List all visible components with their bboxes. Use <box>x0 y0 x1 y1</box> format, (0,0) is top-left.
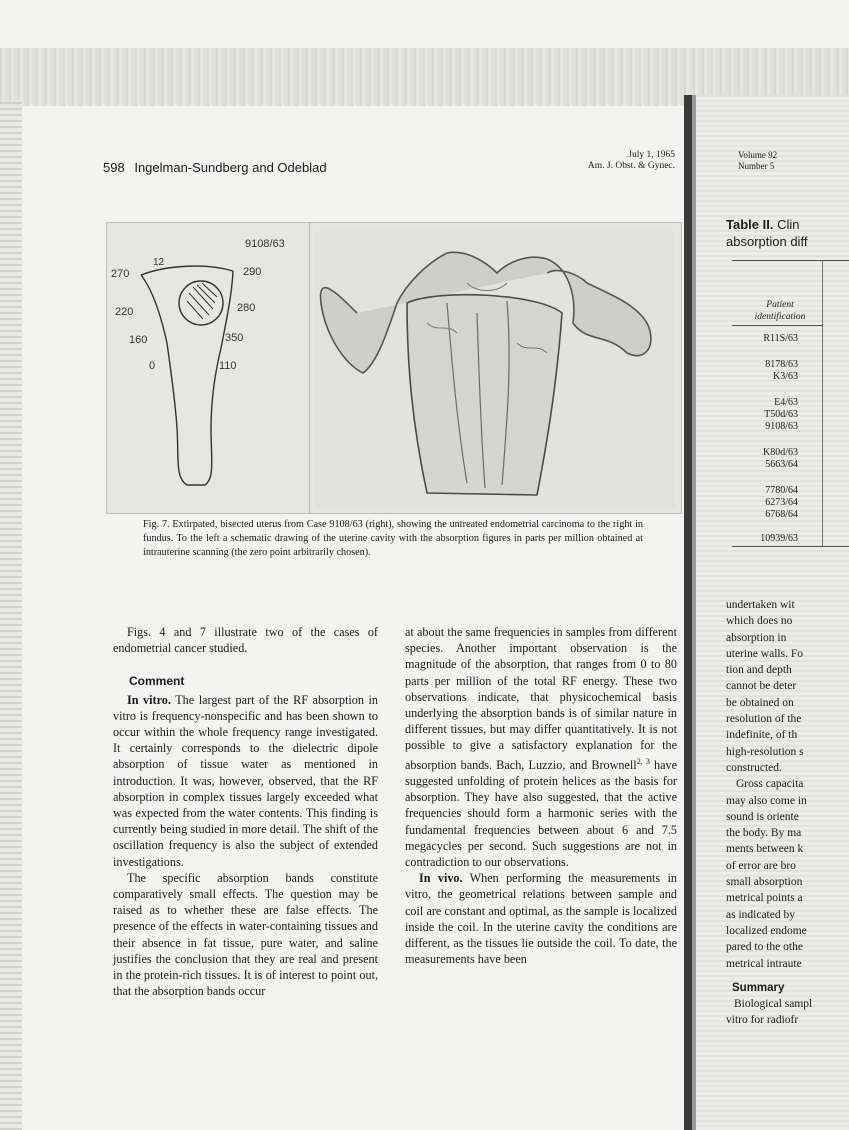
facing-line: which does no <box>726 615 793 628</box>
facing-line: ments between k <box>726 843 804 856</box>
table-row: 8178/63 <box>765 359 798 370</box>
facing-line: be obtained on <box>726 696 794 709</box>
paragraph-frequencies <box>405 624 677 870</box>
table-row: 9108/63 <box>765 421 798 432</box>
facing-line: resolution of the <box>726 713 802 726</box>
drawing-label-290: 290 <box>243 266 262 278</box>
drawing-label-0: 0 <box>149 360 156 372</box>
figure-7 <box>106 222 682 514</box>
table-row: 5663/64 <box>765 459 798 470</box>
facing-line: absorption in <box>726 631 787 644</box>
facing-line: indefinite, of th <box>726 729 798 742</box>
facing-body-text <box>726 598 812 1030</box>
table-row: 6768/64 <box>765 509 798 520</box>
uterus-photograph <box>315 231 675 507</box>
facing-line: tion and depth <box>726 664 792 677</box>
table-row: K80d/63 <box>763 447 798 458</box>
facing-line: localized endome <box>726 924 807 937</box>
facing-line: of error are bro <box>726 859 796 872</box>
page-number: 598 <box>103 160 125 175</box>
schematic-drawing <box>141 266 233 485</box>
facing-line: may also come in <box>726 794 807 807</box>
paragraph-in-vivo <box>405 870 677 967</box>
drawing-label-220: 220 <box>115 306 134 318</box>
paragraph-figs: Figs. 4 and 7 illustrate two of the cases of endometrial cancer studied. <box>113 625 378 656</box>
right-column <box>405 624 677 967</box>
volume-label: Volume 92 <box>738 150 778 160</box>
facing-table <box>732 260 849 547</box>
facing-line: metrical points a <box>726 892 803 905</box>
table-row: 6273/64 <box>765 497 798 508</box>
uterus-body-shape <box>407 295 562 495</box>
text-in-vitro: The largest part of the RF absorption in vitro is frequency-nonspecific and has been shown to occur within the whole frequency range investigated. It certainly corresponds to the dielectric dipole absorption of tissue water as mentioned in introduction. It was, however, observed, that the RF absorption in complex tissues largely exceeded what was expected from the water contents. This finding is currently being studied in more detail. The shift of the oscillation frequency is also the subject of extended investigations. <box>113 692 378 869</box>
facing-line: small absorption <box>726 876 803 889</box>
cavity-outline <box>141 271 233 485</box>
table-column-rule <box>822 261 823 546</box>
citation-2-3: 2, 3 <box>636 756 650 766</box>
paragraph-in-vitro <box>113 692 378 870</box>
figure-caption: Fig. 7. Extirpated, bisected uterus from Case 9108/63 (right), showing the untreated endometrial carcinoma to the right in fundus. To the left a schematic drawing of the uterine cavity with the absorption figures in parts per million obtained at intrauterine scanning (the zero point arbitrarily chosen). <box>143 519 643 558</box>
table-row: K3/63 <box>773 371 798 382</box>
drawing-label-270: 270 <box>111 268 130 280</box>
tumor-outline <box>179 281 223 325</box>
drawing-label-160: 160 <box>129 334 148 346</box>
figure-7-image <box>107 223 681 513</box>
text-in-vivo: When performing the measurements in vitro, the geometrical relations between sample and coil are constant and optimal, as the sample is localized inside the coil. In the uterine cavity the conditions are different, as the tissues lie outside the coil. To date, the measurements have been <box>405 871 677 967</box>
drawing-label-9108: 9108/63 <box>245 238 285 250</box>
table-title: Table II. <box>726 217 774 232</box>
col-header-patient: Patient <box>766 300 794 310</box>
table-title-cont: Clin <box>777 217 800 232</box>
table-subtitle: absorption diff <box>726 234 808 249</box>
facing-volume-info <box>738 150 777 172</box>
facing-summary-heading: Summary <box>732 981 785 994</box>
col-header-identification: identification <box>754 312 806 322</box>
facing-line: undertaken wit <box>726 599 795 611</box>
table-header-rule <box>732 325 822 326</box>
left-column <box>113 624 378 999</box>
facing-line: cannot be deter <box>726 680 797 693</box>
facing-line: constructed. <box>726 761 782 774</box>
facing-line: high-resolution s <box>726 745 804 758</box>
journal-name: Am. J. Obst. & Gynec. <box>587 161 675 171</box>
facing-line: the body. By ma <box>726 827 802 840</box>
table-col-header <box>740 299 820 323</box>
paragraph-absorption-bands: The specific absorption bands constitute comparatively small effects. The question may be raised as to whether these are false effects. The presence of the effects in water-containing tissues and their absence in fat tissue, pure water, and saline justifies the conclusion that they are real and present in the protein-rich tissues. It is of interest to point out, that the absorption bands occur <box>113 870 378 999</box>
runin-in-vitro: In vitro. <box>127 692 171 707</box>
facing-table-title <box>726 216 807 250</box>
text-frequencies-cont: have suggested unfolding of protein helices as the basis for absorption. They have also suggested, that the active frequencies should form a harmonic series with the fundamental frequencies between about 6 and 7.5 megacycles per second. Such suggestions are not in contradiction to our observations. <box>405 757 678 869</box>
table-row: 7780/64 <box>765 485 798 496</box>
scan-noise-left <box>0 100 22 1130</box>
table-row: R11S/63 <box>763 333 798 344</box>
figure-divider <box>309 223 310 513</box>
heading-comment: Comment <box>129 674 185 689</box>
tumor-hatching <box>187 283 217 319</box>
facing-line: sound is oriente <box>726 810 799 823</box>
table-row: T50d/63 <box>764 409 798 420</box>
facing-line: vitro for radiofr <box>726 1014 799 1027</box>
table-row: 10939/63 <box>760 533 798 544</box>
drawing-label-280: 280 <box>237 302 256 314</box>
facing-line: Gross capacita <box>736 778 804 791</box>
issue-date: July 1, 1965 <box>628 150 675 160</box>
text-frequencies: at about the same frequencies in samples from different species. Another important observation is the magnitude of the absorption, that ranges from 0 to 80 parts per million of the total RF energy. These two observations indicate, that physicochemical basis underlying the absorption bands is of similar nature in different tissues, but may differ quantitatively. It is not possible to give a satisfactory explanation for the absorption bands. Bach, Luzzio, and Brownell <box>405 625 677 772</box>
facing-line: metrical intraute <box>726 957 802 970</box>
drawing-label-12: 12 <box>153 257 165 268</box>
facing-line: uterine walls. Fo <box>726 647 803 660</box>
running-authors: Ingelman-Sundberg and Odeblad <box>134 160 327 175</box>
journal-dateline <box>555 150 675 172</box>
table-row: E4/63 <box>774 397 798 408</box>
facing-line: pared to the othe <box>726 941 803 954</box>
facing-line: Biological sampl <box>734 998 813 1011</box>
book-gutter <box>684 95 692 1130</box>
runin-in-vivo: In vivo. <box>419 871 463 886</box>
drawing-label-350: 350 <box>225 332 244 344</box>
number-label: Number 5 <box>738 161 775 171</box>
facing-line: as indicated by <box>726 908 795 921</box>
running-header <box>103 160 327 175</box>
drawing-label-110: 110 <box>219 360 237 372</box>
